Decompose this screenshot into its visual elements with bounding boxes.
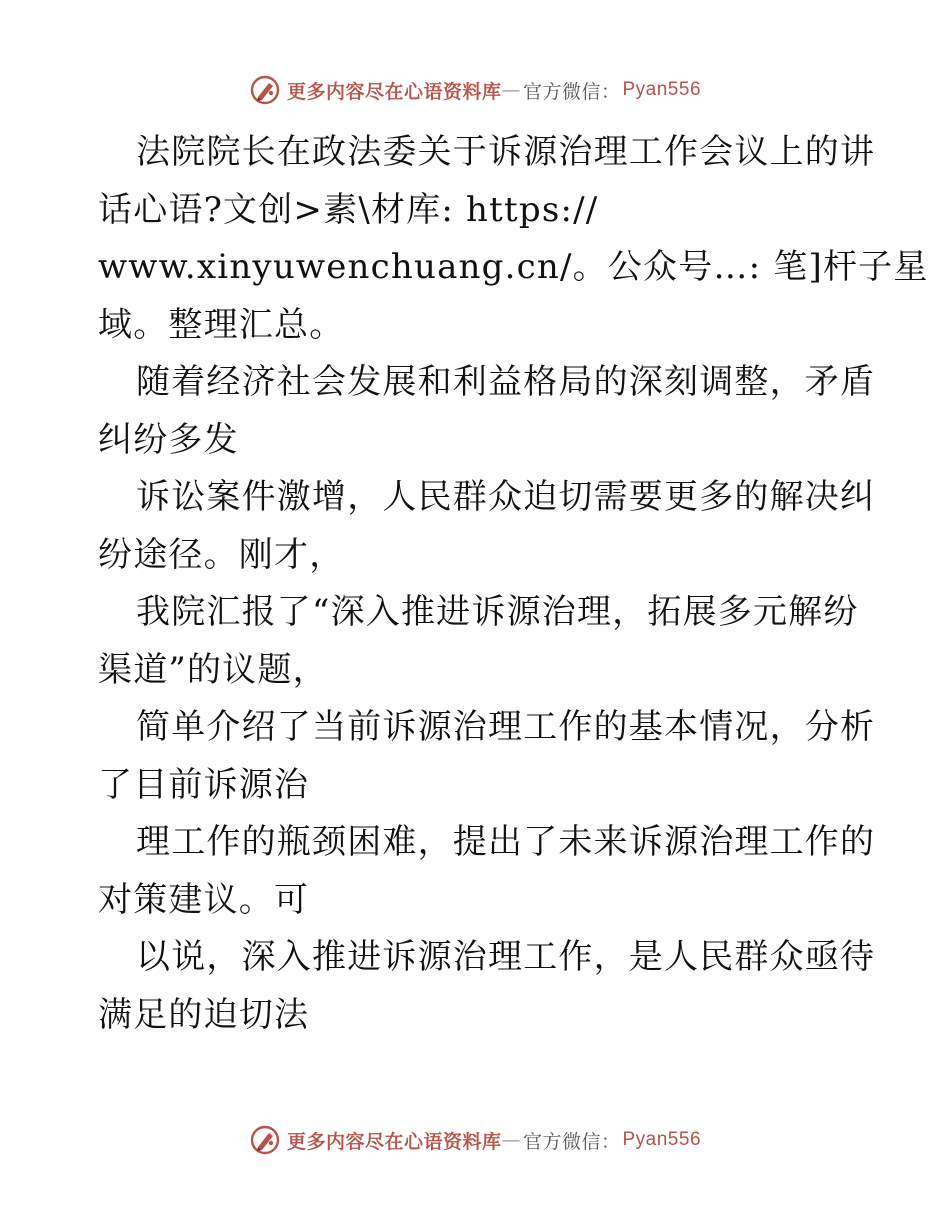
paragraph-line: 对策建议。可 <box>98 879 310 920</box>
paragraph-line: 诉讼案件激增，人民群众迫切需要更多的解决纠 <box>136 477 876 517</box>
document-body <box>98 124 929 1044</box>
paragraph-line: 了目前诉源治 <box>98 764 310 805</box>
header-banner-main: 更多内容尽在心语资料库 <box>286 80 502 103</box>
paragraph-line: 以说，深入推进诉源治理工作，是人民群众亟待 <box>136 937 876 977</box>
paragraph-line: 纠纷多发 <box>98 419 239 460</box>
header-banner-official-label: 官方微信： <box>522 80 621 103</box>
paragraph-line: 简单介绍了当前诉源治理工作的基本情况，分析 <box>136 707 876 747</box>
paragraph-line: 随着经济社会发展和利益格局的深刻调整，矛盾 <box>136 362 876 402</box>
header-banner <box>0 72 950 108</box>
footer-banner-wechat-id: Pyan556 <box>622 1129 702 1150</box>
pen-logo-icon <box>249 1124 281 1156</box>
paragraph-line: www.xinyuwenchuang.cn/。公众号…: 笔]杆子星 <box>98 247 929 287</box>
paragraph-line: 法院院长在政法委关于诉源治理工作会议上的讲 <box>136 132 876 172</box>
header-banner-wechat-id: Pyan556 <box>622 79 702 100</box>
paragraph-line: 话心语?文创>素\材库: https:// <box>98 189 599 230</box>
footer-banner-main: 更多内容尽在心语资料库 <box>286 1130 502 1153</box>
footer-banner-text <box>287 1127 701 1154</box>
pen-logo-icon <box>249 74 281 106</box>
header-banner-text <box>287 77 701 104</box>
footer-banner-separator: — <box>501 1129 521 1151</box>
paragraph-line: 我院汇报了“深入推进诉源治理，拓展多元解纷 <box>136 592 859 632</box>
paragraph-line: 渠道”的议题， <box>98 649 328 690</box>
paragraph-line: 满足的迫切法 <box>98 994 310 1035</box>
paragraph-line: 域。整理汇总。 <box>98 304 345 345</box>
footer-banner <box>0 1122 950 1158</box>
footer-banner-official-label: 官方微信： <box>522 1130 621 1153</box>
paragraph-line: 理工作的瓶颈困难，提出了未来诉源治理工作的 <box>136 822 876 862</box>
paragraph-line: 纷途径。刚才， <box>98 534 345 575</box>
header-banner-separator: — <box>501 79 521 101</box>
